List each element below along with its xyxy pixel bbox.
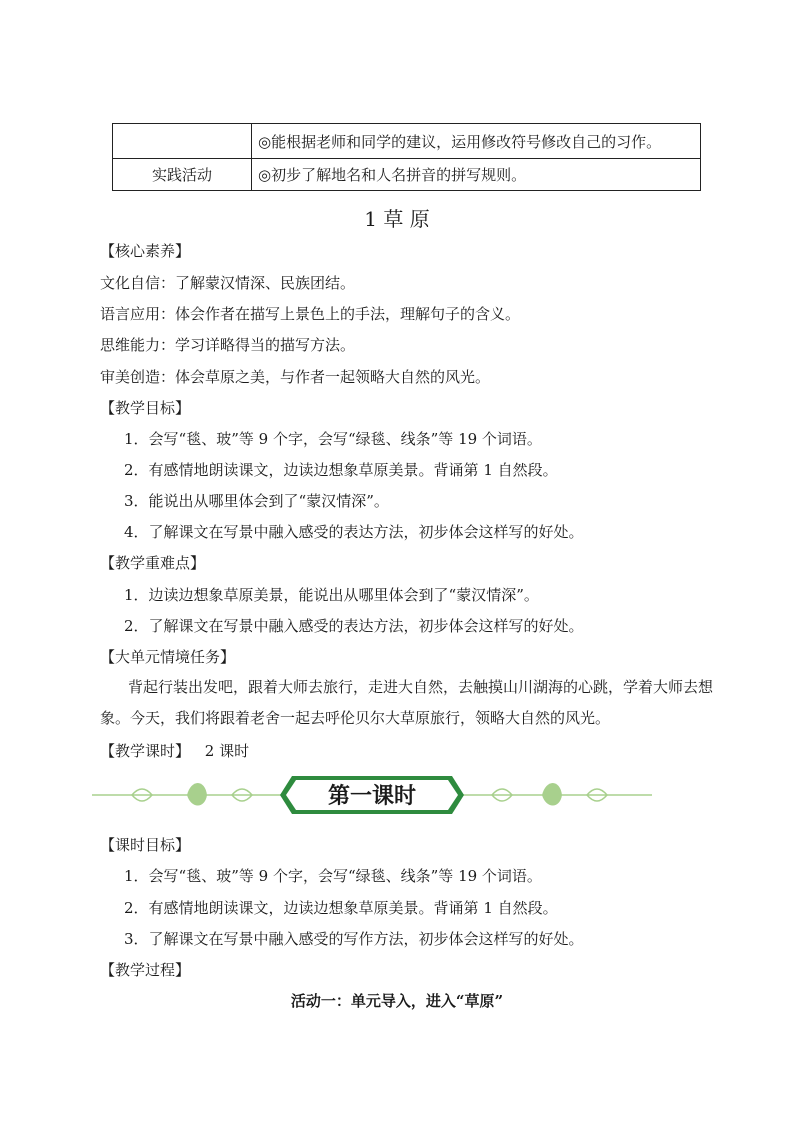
activity-title: 活动一：单元导入，进入“草原”	[290, 992, 504, 1010]
curriculum-table	[112, 123, 701, 191]
table-cell-label: 实践活动	[113, 159, 252, 191]
keypoint-item: 1．边读边想象草原美景，能说出从哪里体会到了“蒙汉情深”。	[124, 586, 539, 604]
banner-text: 第一课时	[327, 784, 417, 809]
keypoint-item: 2．了解课文在写景中融入感受的表达方法，初步体会这样写的好处。	[124, 617, 584, 635]
keypoints-heading: 【教学重难点】	[100, 554, 206, 572]
table-cell-label	[113, 124, 252, 159]
lesson-title: 1 草 原	[364, 207, 430, 231]
core-item: 语言应用：体会作者在描写上景色上的手法，理解句子的含义。	[100, 305, 521, 323]
goal-item: 1．会写“毯、玻”等 9 个字，会写“绿毯、线条”等 19 个词语。	[124, 430, 542, 448]
goal-item: 4．了解课文在写景中融入感受的表达方法，初步体会这样写的好处。	[124, 523, 584, 541]
unit-task-text: 背起行装出发吧，跟着大师去旅行，走进大自然，去触摸山川湖海的心跳，学着大师去想象。今天，我们将跟着老舍一起去呼伦贝尔大草原旅行，领略大自然的风光。	[100, 678, 714, 727]
core-item: 思维能力：学习详略得当的描写方法。	[100, 336, 356, 354]
core-item: 审美创造：体会草原之美，与作者一起领略大自然的风光。	[100, 368, 491, 386]
periods-heading: 【教学课时】	[100, 742, 191, 760]
goal-item: 2．有感情地朗读课文，边读边想象草原美景。背诵第 1 自然段。	[124, 461, 558, 479]
lesson-goal-item: 3．了解课文在写景中融入感受的写作方法，初步体会这样写的好处。	[124, 930, 584, 948]
process-heading: 【教学过程】	[100, 961, 191, 979]
table-cell-text: ◎初步了解地名和人名拼音的拼写规则。	[252, 159, 701, 191]
lesson-banner	[92, 772, 652, 818]
goals-heading: 【教学目标】	[100, 399, 191, 417]
lesson-goals-heading: 【课时目标】	[100, 836, 191, 854]
lesson-goal-item: 1．会写“毯、玻”等 9 个字，会写“绿毯、线条”等 19 个词语。	[124, 867, 542, 885]
goal-item: 3．能说出从哪里体会到了“蒙汉情深”。	[124, 492, 389, 510]
unit-task-heading: 【大单元情境任务】	[100, 648, 236, 666]
core-item: 文化自信：了解蒙汉情深、民族团结。	[100, 274, 356, 292]
table-row	[113, 124, 701, 159]
table-row	[113, 159, 701, 191]
table-cell-text: ◎能根据老师和同学的建议，运用修改符号修改自己的习作。	[252, 124, 701, 159]
core-heading: 【核心素养】	[100, 242, 191, 260]
periods-line	[100, 740, 249, 761]
lesson-goal-item: 2．有感情地朗读课文，边读边想象草原美景。背诵第 1 自然段。	[124, 899, 558, 917]
periods-value: 2 课时	[204, 742, 250, 760]
